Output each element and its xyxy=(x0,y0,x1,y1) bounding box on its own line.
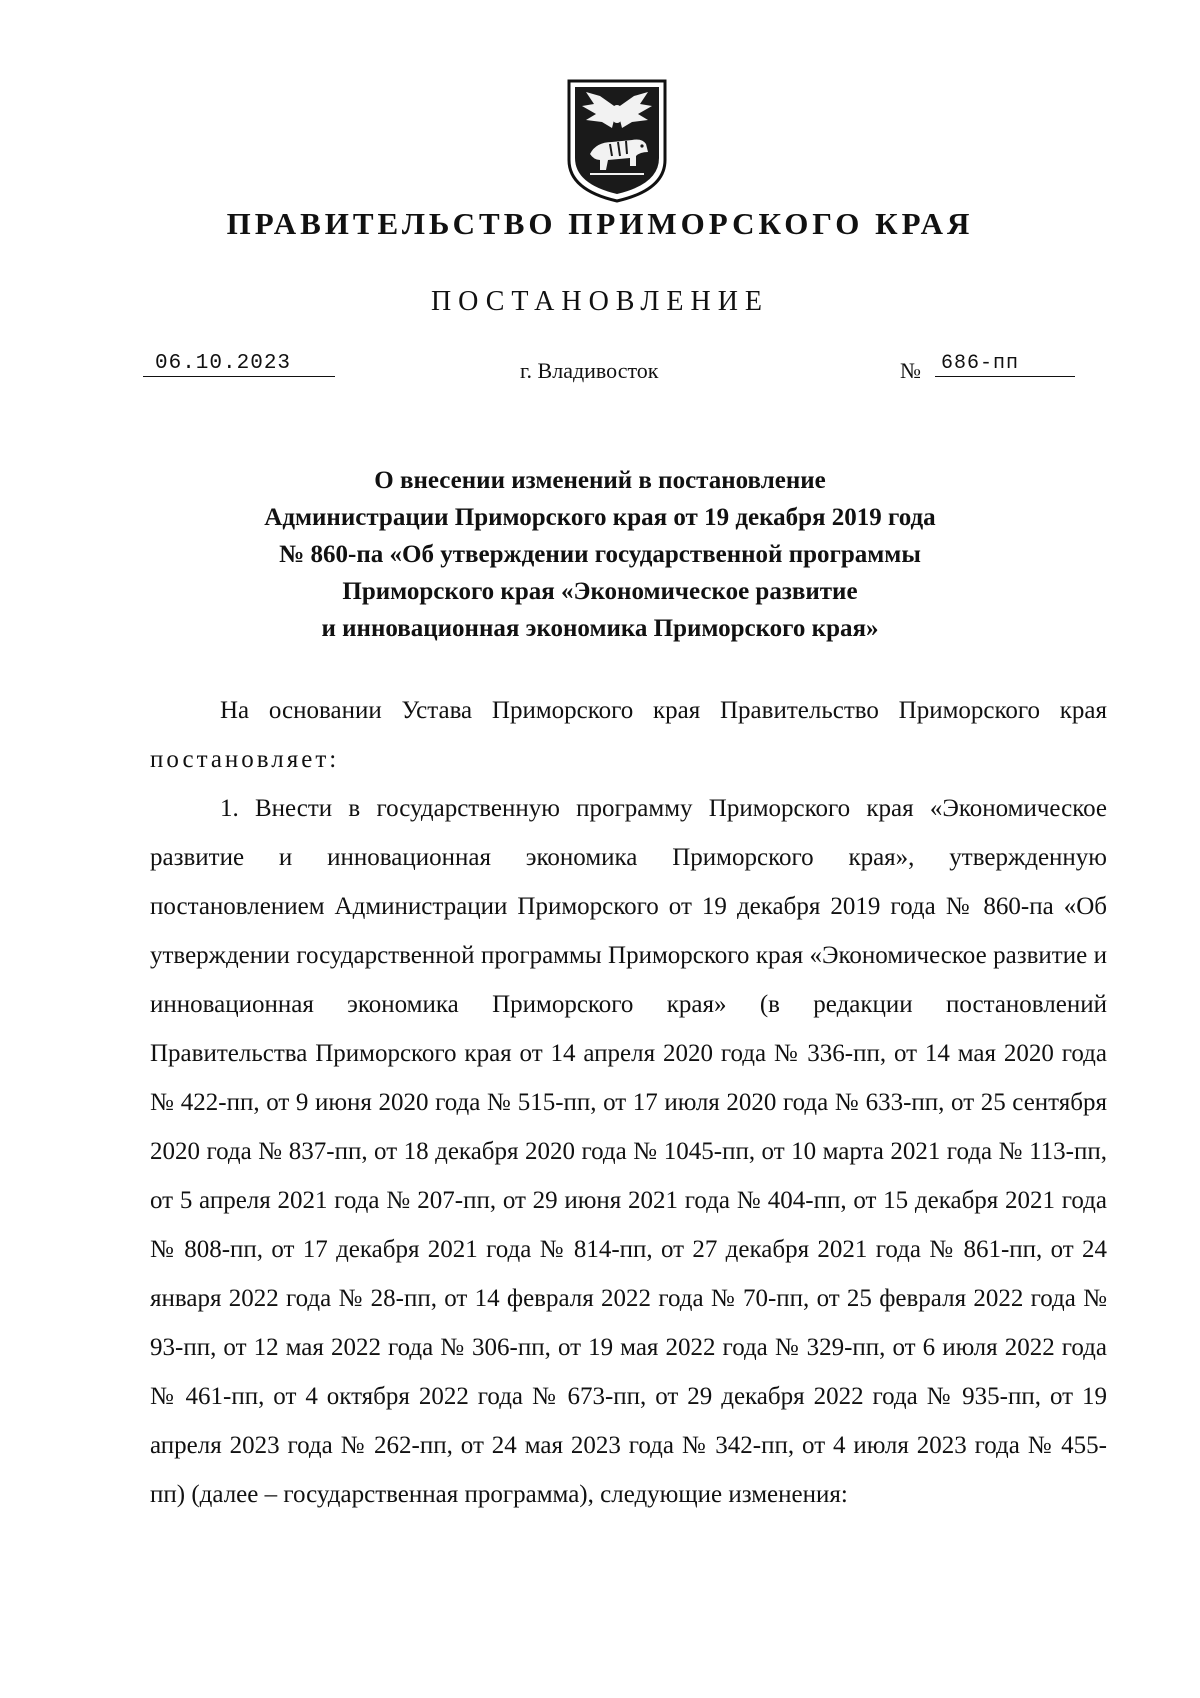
body-paragraph-2: 1. Внести в государственную программу Приморского края «Экономическое развитие и инновационная экономика Приморского края», утвержденную постановлением Администрации Приморского от 19 декабря 2019 года № 860-па «Об утверждении государственной программы Приморского края «Экономическое развитие и инновационная экономика Приморского края» (в редакции постановлений Правительства Приморского края от 14 апреля 2020 года № 336-пп, от 14 мая 2020 года № 422-пп, от 9 июня 2020 года № 515-пп, от 17 июля 2020 года № 633-пп, от 25 сентября 2020 года № 837-пп, от 18 декабря 2020 года № 1045-пп, от 10 марта 2021 года № 113-пп, от 5 апреля 2021 года № 207-пп, от 29 июня 2021 года № 404-пп, от 15 декабря 2021 года № 808-пп, от 17 декабря 2021 года № 814-пп, от 27 декабря 2021 года № 861-пп, от 24 января 2022 года № 28-пп, от 14 февраля 2022 года № 70-пп, от 25 февраля 2022 года № 93-пп, от 12 мая 2022 года № 306-пп, от 19 мая 2022 года № 329-пп, от 6 июля 2022 года № 461-пп, от 4 октября 2022 года № 673-пп, от 29 декабря 2022 года № 935-пп, от 19 апреля 2023 года № 262-пп, от 24 мая 2023 года № 342-пп, от 4 июля 2023 года № 455-пп) (далее – государственная программа), следующие изменения: xyxy=(150,795,1107,1508)
title-line: № 860-па «Об утверждении государственной программы xyxy=(279,541,921,568)
document-type: ПОСТАНОВЛЕНИЕ xyxy=(430,286,770,317)
paragraph-punctuation: : xyxy=(329,746,337,773)
title-line: О внесении изменений в постановление xyxy=(374,467,826,494)
title-line: Приморского края «Экономическое развитие xyxy=(342,578,858,605)
number-sign: № xyxy=(900,358,921,383)
body-paragraph-1 xyxy=(150,686,1107,784)
document-city: г. Владивосток xyxy=(520,358,659,383)
resolution-word: постановляет xyxy=(150,746,330,773)
document-body xyxy=(150,686,1107,1519)
primorsky-krai-coat-of-arms-icon xyxy=(566,78,668,204)
document-date: 06.10.2023 xyxy=(143,352,335,377)
paragraph-text: На основании Устава Приморского края Правительство Приморского края xyxy=(220,697,1107,724)
title-line: и инновационная экономика Приморского края» xyxy=(321,615,879,642)
title-line: Администрации Приморского края от 19 декабря 2019 года xyxy=(264,504,936,531)
document-number: 686-пп xyxy=(935,352,1075,377)
organization-name: ПРАВИТЕЛЬСТВО ПРИМОРСКОГО КРАЯ xyxy=(226,206,974,241)
document-title xyxy=(150,462,1050,647)
